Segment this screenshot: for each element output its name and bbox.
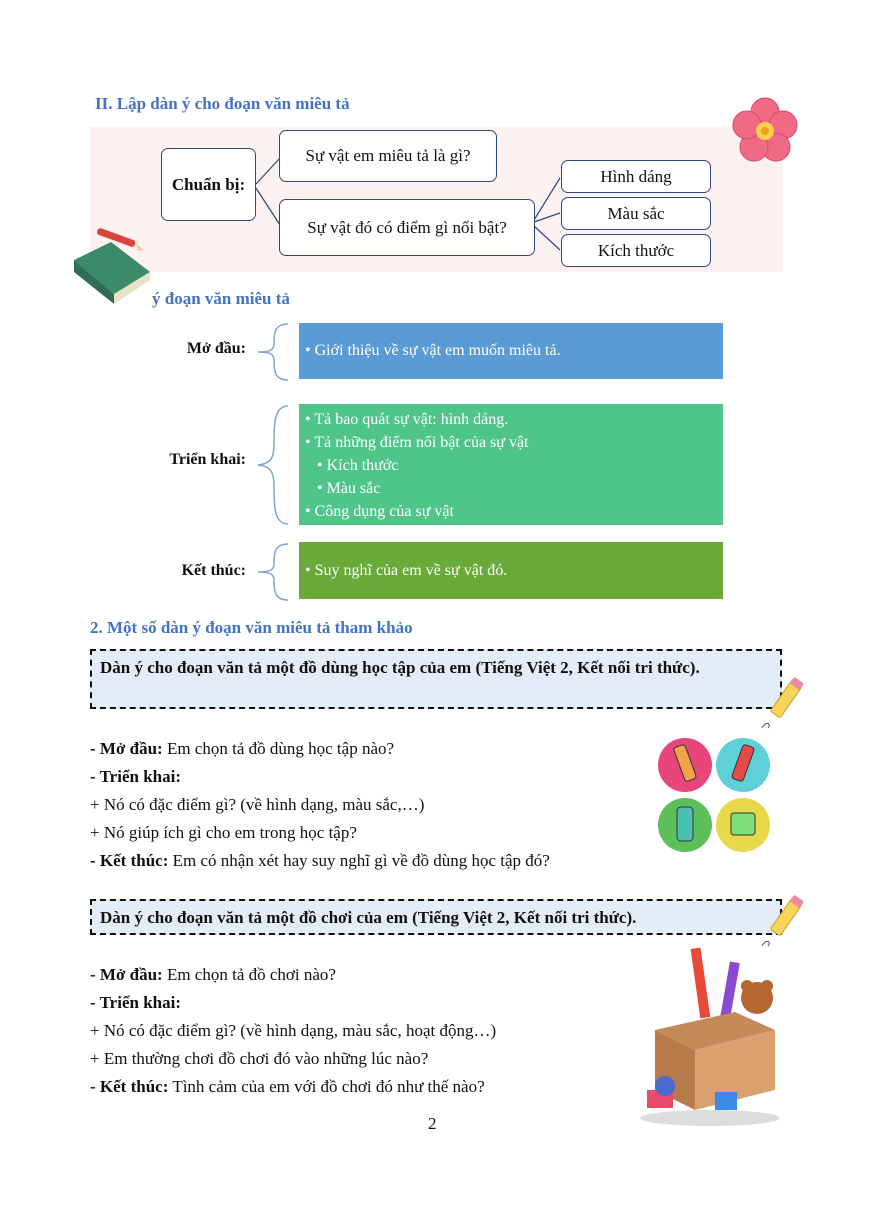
- box1-line-body: - Triển khai:: [90, 767, 181, 786]
- box1-line-conclusion: - Kết thúc: Em có nhận xét hay suy nghĩ gì về đồ dùng học tập đó?: [90, 851, 550, 870]
- flower-icon: [730, 96, 800, 166]
- box2-heading: Dàn ý cho đoạn văn tả một đồ chơi của em (Tiếng Việt 2, Kết nối tri thức).: [90, 899, 782, 935]
- outline-label-conclusion: Kết thúc:: [181, 562, 246, 579]
- outline-subitem: • Màu sắc: [317, 480, 381, 497]
- box1-line-use: + Nó giúp ích gì cho em trong học tập?: [90, 823, 357, 842]
- box2-line-shape: + Nó có đặc điểm gì? (về hình dạng, màu sắc, hoạt động…): [90, 1021, 497, 1040]
- brace-icon: [252, 322, 292, 382]
- prep-root-node: Chuẩn bị:: [161, 148, 256, 221]
- section-title: II. Lập dàn ý cho đoạn văn miêu tả: [95, 94, 350, 113]
- brace-icon: [252, 542, 292, 602]
- box2-line-intro: - Mở đầu: Em chọn tả đồ chơi nào?: [90, 965, 336, 984]
- brace-icon: [252, 404, 292, 526]
- box2-line-when: + Em thường chơi đồ chơi đó vào những lúc nào?: [90, 1049, 429, 1068]
- outline-label-body: Triển khai:: [169, 451, 246, 468]
- outline-item: • Tả những điểm nổi bật của sự vật: [305, 434, 529, 451]
- trait-shape: Hình dáng: [561, 160, 711, 193]
- outline-band-body: [299, 404, 723, 525]
- outline-item: • Công dụng của sự vật: [305, 503, 454, 520]
- outline-title: ý đoạn văn miêu tả: [152, 289, 290, 308]
- outline-subitem: • Kích thước: [317, 457, 399, 474]
- box2-line-conclusion: - Kết thúc: Tình cảm của em với đồ chơi đó như thế nào?: [90, 1077, 485, 1096]
- outline-item: • Suy nghĩ của em về sự vật đó.: [305, 562, 508, 579]
- book-icon: [66, 220, 156, 310]
- prep-question-what: Sự vật em miêu tả là gì?: [279, 130, 497, 182]
- outline-item: • Giới thiệu về sự vật em muốn miêu tả.: [305, 342, 561, 359]
- prep-question-highlight: Sự vật đó có điểm gì nổi bật?: [279, 199, 535, 256]
- outline-band-conclusion: [299, 542, 723, 599]
- toy-box-icon: [635, 940, 785, 1130]
- box1-line-shape: + Nó có đặc điểm gì? (về hình dạng, màu sắc,…): [90, 795, 425, 814]
- outline-item: • Tả bao quát sự vật: hình dáng.: [305, 411, 509, 428]
- stationery-stickers-icon: [655, 735, 777, 857]
- outline-label-intro: Mở đầu:: [186, 340, 246, 357]
- trait-size: Kích thước: [561, 234, 711, 267]
- outline-band-intro: [299, 323, 723, 379]
- page-number: 2: [428, 1114, 437, 1133]
- box1-heading: Dàn ý cho đoạn văn tả một đồ dùng học tập của em (Tiếng Việt 2, Kết nối tri thức).: [90, 649, 782, 709]
- box2-line-body: - Triển khai:: [90, 993, 181, 1012]
- section2-title: 2. Một số dàn ý đoạn văn miêu tả tham khảo: [90, 618, 413, 637]
- trait-color: Màu sắc: [561, 197, 711, 230]
- pencil-icon: [760, 676, 810, 732]
- box1-line-intro: - Mở đầu: Em chọn tả đồ dùng học tập nào?: [90, 739, 395, 758]
